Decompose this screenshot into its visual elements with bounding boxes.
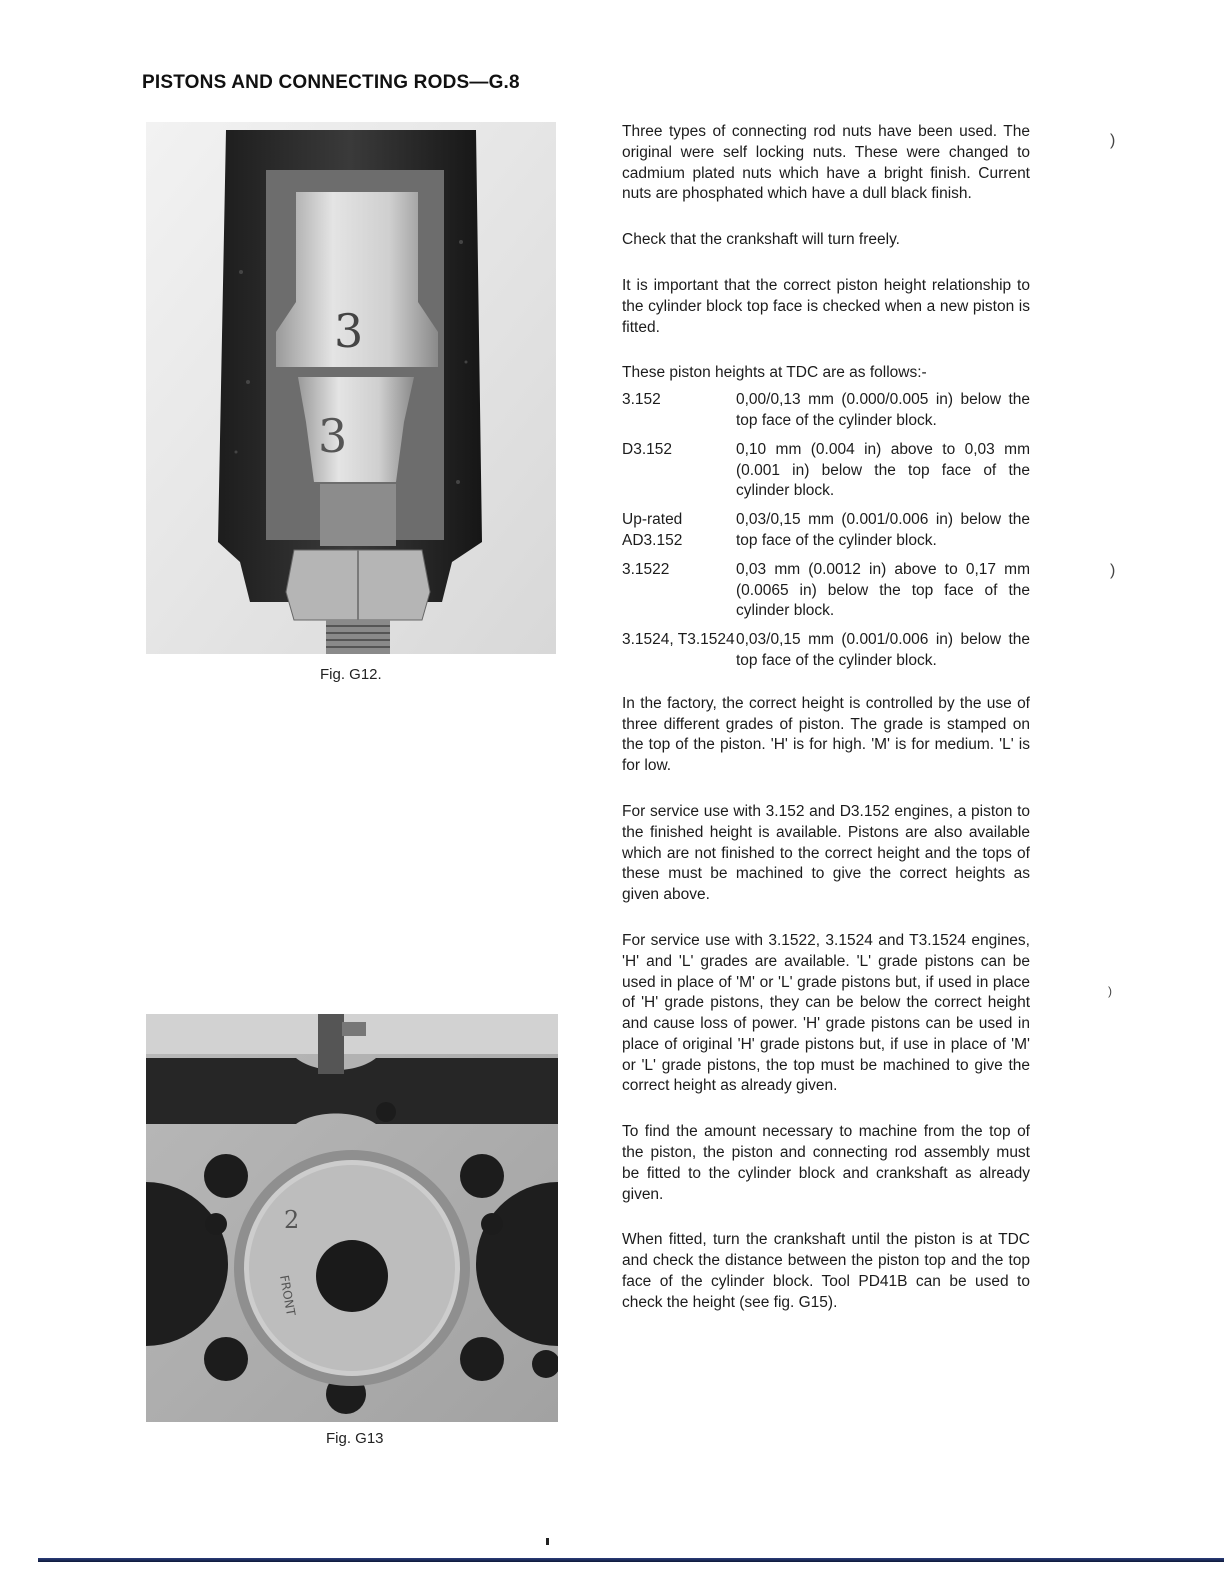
spec-row	[622, 510, 1030, 552]
spec-value: 0,10 mm (0.004 in) above to 0,03 mm (0.001 in) below the top face of the cylinder block.	[736, 440, 1030, 500]
paragraph-service-3152: For service use with 3.152 and D3.152 engines, a piston to the finished height is available. Pistons are also available which are not finished to the correct height and the tops of these must be machined to give the correct heights as given above.	[622, 802, 1030, 904]
spec-model: D3.152	[622, 440, 672, 458]
scan-bracket-mark: )	[1110, 562, 1116, 579]
scan-bracket-mark: )	[1108, 984, 1112, 998]
figure-g13-grade-mark: 2	[284, 1206, 300, 1234]
page-title: PISTONS AND CONNECTING RODS—G.8	[142, 72, 520, 93]
paragraph-machining-amount: To find the amount necessary to machine from the top of the piston, the piston and connecting rod assembly must be fitted to the cylinder block and crankshaft as already given.	[622, 1123, 1030, 1203]
piston-height-spec-table	[622, 390, 1030, 672]
figure-g12-mark-upper: 3	[334, 304, 364, 358]
page-bottom-rule	[38, 1558, 1224, 1562]
paragraph-tdc-check: When fitted, turn the crankshaft until the piston is at TDC and check the distance between the piston top and the top face of the cylinder block. Tool PD41B can be used to check the height (see fig. G15).	[622, 1231, 1030, 1311]
paragraph-rod-nuts: Three types of connecting rod nuts have been used. The original were self locking nuts. These were changed to cadmium plated nuts which have a bright finish. Current nuts are phosphated which have a dull black finish.	[622, 123, 1030, 203]
spec-row	[622, 560, 1030, 622]
paragraph-piston-height-importance: It is important that the correct piston height relationship to the cylinder block top face is checked when a new piston is fitted.	[622, 276, 1030, 336]
spec-row	[622, 630, 1030, 672]
spec-row	[622, 440, 1030, 502]
spec-intro: These piston heights at TDC are as follows:-	[622, 364, 927, 382]
figure-g12-mark-lower: 3	[318, 409, 348, 463]
paragraph-service-31522: For service use with 3.1522, 3.1524 and T3.1524 engines, 'H' and 'L' grades are available. 'L' grade pistons can be used in place of 'M' or 'L' grade pistons but, if used in place of 'H' grade pistons, they can be below the correct height and cause loss of power. 'H' grade pistons can be used in place of original 'H' grade pistons but, if use in place of 'M' or 'L' grade pistons, the top must be machined to give the correct height as already given.	[622, 931, 1030, 1095]
spec-value: 0,00/0,13 mm (0.000/0.005 in) below the top face of the cylinder block.	[736, 391, 1030, 429]
body-text-column	[622, 122, 1030, 1339]
spec-value: 0,03/0,15 mm (0.001/0.006 in) below the top face of the cylinder block.	[736, 631, 1030, 669]
figure-g13-photo	[146, 1014, 558, 1422]
paragraph-crankshaft-check: Check that the crankshaft will turn freely.	[622, 231, 900, 249]
figure-g13-caption: Fig. G13	[326, 1430, 384, 1447]
figure-g12-photo	[146, 122, 556, 654]
spec-model: Up-rated AD3.152	[622, 511, 683, 549]
scan-dot	[546, 1538, 549, 1545]
spec-value: 0,03 mm (0.0012 in) above to 0,17 mm (0.0065 in) below the top face of the cylinder block.	[736, 560, 1030, 620]
spec-model: 3.1522	[622, 560, 670, 578]
figure-g12-caption: Fig. G12.	[320, 666, 382, 683]
spec-model: 3.1524, T3.1524	[622, 631, 735, 649]
spec-model: 3.152	[622, 391, 661, 409]
paragraph-factory-grades: In the factory, the correct height is controlled by the use of three different grades of piston. The grade is stamped on the top of the piston. 'H' is for high. 'M' is for medium. 'L' is for low.	[622, 694, 1030, 775]
figure-g13-front-mark: FRONT	[277, 1274, 298, 1317]
spec-value: 0,03/0,15 mm (0.001/0.006 in) below the top face of the cylinder block.	[736, 511, 1030, 549]
spec-row	[622, 390, 1030, 432]
scan-bracket-mark: )	[1110, 132, 1116, 149]
